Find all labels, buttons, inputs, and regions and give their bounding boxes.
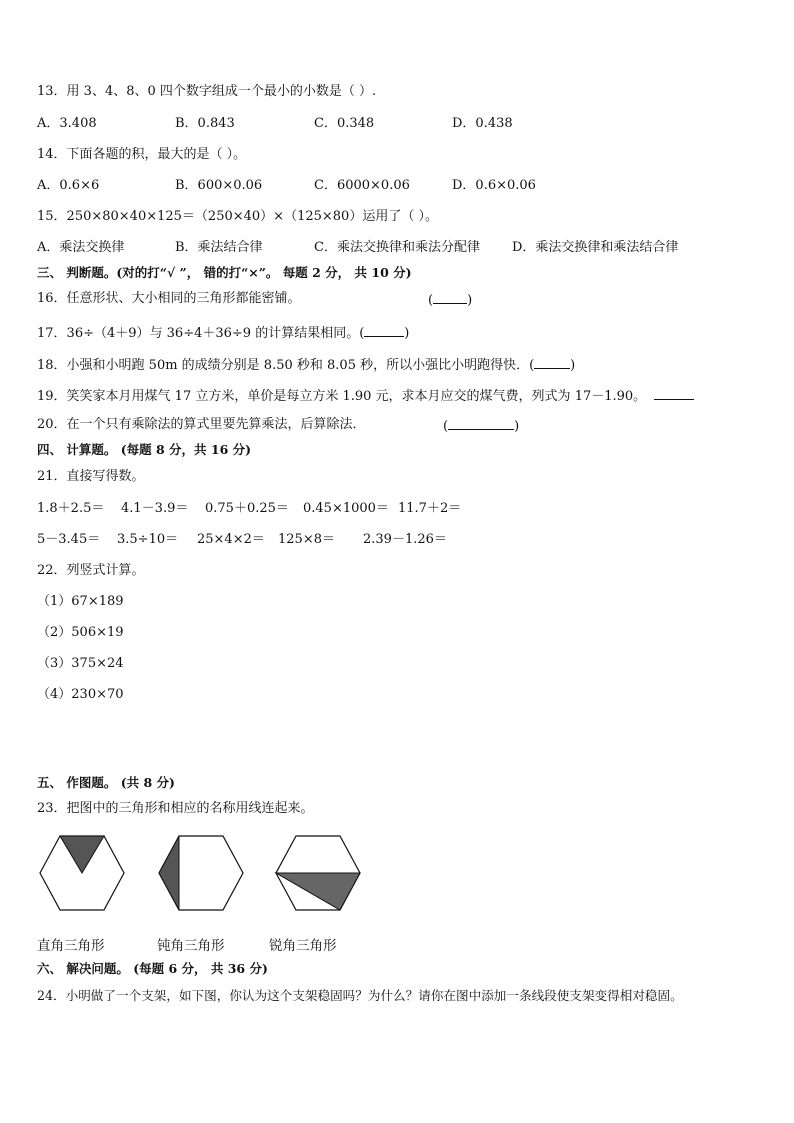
section-5-heading: 五、 作图题。 (共 8 分): [37, 775, 175, 790]
q16-paren-open: (: [428, 293, 434, 308]
q17-answer-blank[interactable]: [364, 324, 404, 337]
q22-item: （2）506×19: [37, 625, 124, 640]
question-19: [37, 387, 694, 405]
question-22: 22．列竖式计算。: [37, 563, 145, 578]
section-4-heading: 四、 计算题。 (每题 8 分，共 16 分): [37, 442, 252, 457]
q14-option-d: D．0.6×0.06: [452, 178, 536, 193]
q20-paren-open: (: [443, 419, 449, 434]
label-right-triangle: 直角三角形: [37, 938, 105, 954]
q20-answer-blank[interactable]: [443, 417, 519, 435]
q17-text: 17．36÷（4＋9）与 36÷4＋36÷9 的计算结果相同。(: [37, 326, 365, 341]
q19-text: 19．笑笑家本月用煤气 17 立方米，单价是每立方米 1.90 元，求本月应交的煤气费，列式为 17－1.90。: [37, 389, 647, 404]
q19-answer-blank[interactable]: [654, 387, 694, 400]
q14-option-c: C．6000×0.06: [314, 178, 410, 193]
question-14: 14．下面各题的积，最大的是（ ）。: [37, 147, 247, 162]
q16-blank-line: [433, 291, 467, 304]
q21-item: 4.1－3.9＝: [121, 501, 189, 516]
q13-option-c: C．0.348: [314, 116, 375, 131]
triangle-shape-2: [159, 836, 179, 910]
q16-paren-close: ): [467, 293, 473, 308]
q20-blank-line: [448, 417, 514, 430]
question-17: [37, 324, 409, 342]
q21-item: 2.39－1.26＝: [363, 532, 447, 547]
q13-option-b: B．0.843: [175, 116, 235, 131]
q14-option-b: B．600×0.06: [175, 178, 263, 193]
q15-option-a: A．乘法交换律: [37, 240, 125, 255]
q22-item: （1）67×189: [37, 594, 124, 609]
q21-item: 25×4×2＝: [197, 532, 265, 547]
hexagon-figure-1: [38, 834, 126, 912]
question-24: 24．小明做了一个支架，如下图，你认为这个支架稳固吗？为什么？请你在图中添加一条线段使支架变得相对稳固。: [37, 988, 683, 1003]
q21-item: 0.75＋0.25＝: [205, 501, 289, 516]
hexagon-figure-3: [274, 834, 362, 912]
q22-item: （4）230×70: [37, 687, 124, 702]
q22-item: （3）375×24: [37, 656, 124, 671]
question-20: 20．在一个只有乘除法的算式里要先算乘法，后算除法．: [37, 417, 366, 432]
question-13: 13．用 3、4、8、0 四个数字组成一个最小的小数是（ ）.: [37, 84, 377, 99]
q21-item: 11.7＋2＝: [398, 501, 462, 516]
q18-text: 18．小强和小明跑 50m 的成绩分别是 8.50 秒和 8.05 秒，所以小强比小明跑得快．(: [37, 358, 535, 373]
question-16: 16．任意形状、大小相同的三角形都能密铺。: [37, 291, 301, 306]
question-18: [37, 356, 575, 374]
section-6-heading: 六、 解决问题。 (每题 6 分， 共 36 分): [37, 961, 268, 976]
q21-item: 0.45×1000＝: [303, 501, 389, 516]
question-15: 15．250×80×40×125＝（250×40）×（125×80）运用了（ ）。: [37, 209, 438, 224]
q21-item: 1.8＋2.5＝: [37, 501, 105, 516]
q14-option-a: A．0.6×6: [37, 178, 100, 193]
q13-option-d: D．0.438: [452, 116, 513, 131]
label-obtuse-triangle: 钝角三角形: [157, 938, 225, 954]
q18-paren-close: ): [570, 358, 576, 373]
q15-option-c: C．乘法交换律和乘法分配律: [314, 240, 480, 255]
q21-item: 3.5÷10＝: [117, 532, 179, 547]
q15-option-d: D．乘法交换律和乘法结合律: [512, 240, 679, 255]
q21-item: 125×8＝: [278, 532, 335, 547]
q13-option-a: A．3.408: [37, 116, 97, 131]
hexagon-figure-2: [157, 834, 245, 912]
q15-option-b: B．乘法结合律: [175, 240, 263, 255]
q21-item: 5－3.45＝: [37, 532, 101, 547]
q18-answer-blank[interactable]: [534, 356, 570, 369]
section-3-heading: 三、 判断题。(对的打“√ ”， 错的打“×”。 每题 2 分， 共 10 分): [37, 265, 412, 280]
q20-paren-close: ): [514, 419, 520, 434]
q16-answer-blank[interactable]: [428, 291, 472, 309]
question-21: 21．直接写得数。: [37, 469, 145, 484]
question-23: 23．把图中的三角形和相应的名称用线连起来。: [37, 801, 314, 816]
q17-paren-close: ): [404, 326, 410, 341]
label-acute-triangle: 锐角三角形: [269, 938, 337, 954]
